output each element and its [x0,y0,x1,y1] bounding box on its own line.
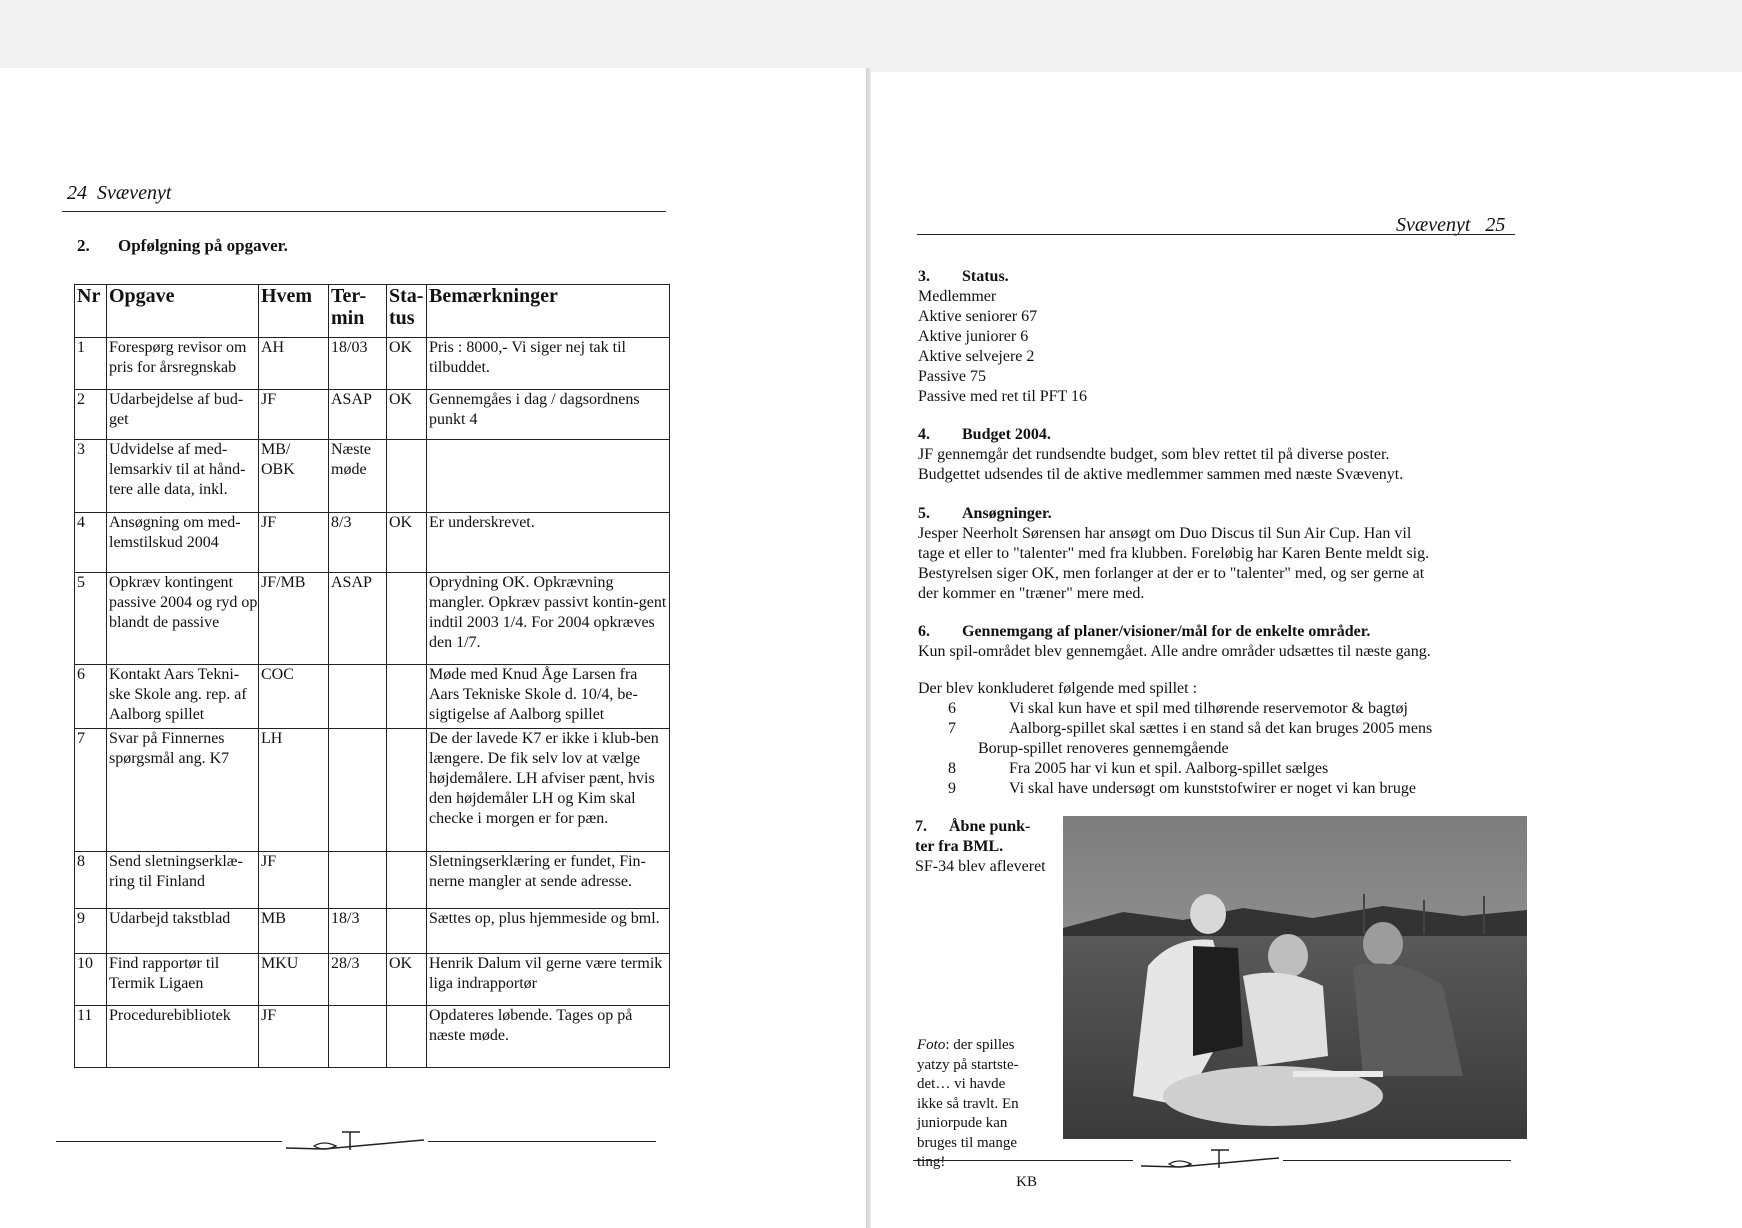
section-3-heading [918,267,1087,287]
cell-termin: 18/3 [329,909,387,954]
col-header-opgave: Opgave [107,285,259,338]
cell-hvem: JF [259,513,329,573]
status-line: Aktive selvejere 2 [918,348,1035,365]
cell-bemaerkninger: Oprydning OK. Opkrævning mangler. Opkræv passivt kontin-gent indtil 2003 1/4. For 2004 opkræves den 1/7. [427,573,670,665]
glider-icon [284,1128,426,1158]
paragraph-line: Bestyrelsen siger OK, men forlanger at der er to "talenter" med, og ser gerne at [918,565,1425,582]
task-table [74,284,670,1068]
section-5 [918,504,1429,604]
cell-termin [329,729,387,852]
cell-hvem: JF/MB [259,573,329,665]
cell-status: OK [387,954,427,1006]
table-row [75,338,670,390]
paragraph-line: Budgettet udsendes til de aktive medlemmer sammen med næste Svævenyt. [918,466,1404,483]
cell-nr: 4 [75,513,107,573]
right-page [871,72,1742,1228]
section-title: Åbne punk- [949,818,1031,835]
cell-opgave: Udarbejd takstblad [107,909,259,954]
col-header-status: Sta-tus [387,285,427,338]
list-text: Aalborg-spillet skal sættes i en stand så det kan bruges 2005 mens [1009,720,1433,737]
cell-termin: 8/3 [329,513,387,573]
cell-bemaerkninger: Er underskrevet. [427,513,670,573]
cell-status [387,573,427,665]
section-title: Gennemgang af planer/visioner/mål for de enkelte områder. [962,623,1371,640]
table-row [75,729,670,852]
cell-hvem: COC [259,665,329,729]
right-page-number: 25 [1485,214,1506,236]
footer-rule-left [913,1160,1133,1161]
caption-line: ting! [917,1154,946,1170]
list-number: 8 [948,760,956,777]
footer-rule-right [1283,1160,1511,1161]
table-row [75,665,670,729]
caption-line: ikke så travlt. En [917,1095,1019,1112]
cell-termin: 18/03 [329,338,387,390]
cell-termin [329,852,387,909]
list-item-continuation [918,739,1478,759]
col-header-hvem: Hvem [259,285,329,338]
paragraph-line: Jesper Neerholt Sørensen har ansøgt om Duo Discus til Sun Air Cup. Han vil [918,525,1412,542]
status-line: Passive med ret til PFT 16 [918,388,1088,405]
section-title-line-2: ter fra BML. [915,838,1004,855]
cell-status [387,852,427,909]
paragraph-line: JF gennemgår det rundsendte budget, som blev rettet til på diverse poster. [918,446,1390,463]
cell-bemaerkninger: Henrik Dalum vil gerne være termik liga indrapportør [427,954,670,1006]
cell-status [387,440,427,513]
list-text: Borup-spillet renoveres gennemgående [978,740,1229,757]
cell-nr: 3 [75,440,107,513]
section-number: 6. [918,623,930,640]
cell-bemaerkninger: Sættes op, plus hjemmeside og bml. [427,909,670,954]
cell-hvem: JF [259,852,329,909]
cell-hvem: JF [259,1006,329,1068]
paragraph-line: SF-34 blev afleveret [915,858,1046,875]
caption-line: bruges til mange [917,1134,1017,1151]
cell-nr: 2 [75,390,107,440]
section-title: Opfølgning på opgaver. [118,236,288,255]
cell-nr: 1 [75,338,107,390]
section-4 [918,425,1403,485]
glider-icon [1139,1146,1281,1176]
cell-status [387,909,427,954]
paragraph-line: der kommer en "træner" mere med. [918,585,1145,602]
section-title: Ansøgninger. [962,505,1052,522]
cell-bemaerkninger: De der lavede K7 er ikke i klub-ben længere. De fik selv lov at vælge højdemålere. LH afviser pænt, hvis den højdemåler LH og Kim skal checke i morgen er for pæn. [427,729,670,852]
caption-line: : der spilles [945,1037,1015,1053]
table-row [75,513,670,573]
cell-hvem: MB/ OBK [259,440,329,513]
cell-nr: 11 [75,1006,107,1068]
caption-line: juniorpude kan [917,1115,1008,1131]
footer-rule-left [56,1141,282,1142]
list-item [918,779,1478,799]
cell-bemaerkninger: Opdateres løbende. Tages op på næste møde. [427,1006,670,1068]
cell-opgave: Forespørg revisor om pris for årsregnskab [107,338,259,390]
table-row [75,440,670,513]
section-number: 5. [918,505,930,522]
section-6 [918,622,1431,662]
cell-termin: 28/3 [329,954,387,1006]
cell-opgave: Udarbejdelse af bud-get [107,390,259,440]
section-4-heading [918,425,1403,445]
col-header-bemaerkninger: Bemærkninger [427,285,670,338]
table-row [75,1006,670,1068]
table-row [75,852,670,909]
cell-status: OK [387,390,427,440]
left-page [0,68,866,1228]
cell-opgave: Ansøgning om med-lemstilskud 2004 [107,513,259,573]
cell-nr: 9 [75,909,107,954]
right-header-title: Svævenyt [1396,214,1471,236]
cell-status [387,1006,427,1068]
section-number: 4. [918,426,930,443]
section-6-heading [918,622,1431,642]
cell-status [387,665,427,729]
col-header-nr: Nr [75,285,107,338]
list-text: Vi skal kun have et spil med tilhørende reservemotor & bagtøj [1009,700,1408,717]
header-rule [917,234,1515,235]
list-item [918,719,1478,739]
left-header-title: Svævenyt [97,182,172,204]
cell-hvem: JF [259,390,329,440]
list-number: 7 [948,720,956,737]
paragraph-line: tage et eller to "talenter" med fra klubben. Foreløbig har Karen Bente meldt sig. [918,545,1430,562]
list-number: 6 [948,700,956,717]
conclusion-intro: Der blev konkluderet følgende med spillet : [918,680,1198,697]
section-5-heading [918,504,1429,524]
cell-nr: 8 [75,852,107,909]
section-number: 7. [915,818,927,835]
table-row [75,390,670,440]
paragraph-line: Kun spil-området blev gennemgået. Alle andre områder udsættes til næste gang. [918,643,1431,660]
col-header-termin: Ter-min [329,285,387,338]
cell-status: OK [387,338,427,390]
section-number: 2. [77,236,90,255]
cell-nr: 7 [75,729,107,852]
status-line: Aktive seniorer 67 [918,308,1038,325]
group-photo [1063,816,1527,1139]
cell-termin [329,665,387,729]
cell-opgave: Find rapportør til Termik Ligaen [107,954,259,1006]
cell-bemaerkninger: Gennemgåes i dag / dagsordnens punkt 4 [427,390,670,440]
cell-bemaerkninger: Pris : 8000,- Vi siger nej tak til tilbuddet. [427,338,670,390]
header-rule [62,211,666,212]
cell-hvem: MKU [259,954,329,1006]
cell-termin: ASAP [329,573,387,665]
table-row [75,909,670,954]
section-number: 3. [918,268,930,285]
cell-nr: 5 [75,573,107,665]
cell-opgave: Udvidelse af med-lemsarkiv til at hånd-tere alle data, inkl. [107,440,259,513]
status-line: Medlemmer [918,288,997,305]
cell-hvem: MB [259,909,329,954]
cell-termin: Næste møde [329,440,387,513]
footer-rule-right [428,1141,656,1142]
cell-nr: 10 [75,954,107,1006]
caption-label: Foto [917,1037,946,1053]
cell-opgave: Procedurebibliotek [107,1006,259,1068]
section-title: Status. [962,268,1009,285]
conclusion-block [918,679,1478,799]
table-row [75,954,670,1006]
left-page-number: 24 [67,182,87,204]
cell-bemaerkninger: Sletningserklæring er fundet, Fin-nerne mangler at sende adresse. [427,852,670,909]
cell-termin [329,1006,387,1068]
cell-termin: ASAP [329,390,387,440]
section-3 [918,267,1087,407]
cell-hvem: AH [259,338,329,390]
caption-line: det… vi havde [917,1076,1006,1092]
left-page-header [67,182,171,205]
cell-bemaerkninger [427,440,670,513]
table-header-row [75,285,670,338]
section-7 [915,817,1046,877]
cell-bemaerkninger: Møde med Knud Åge Larsen fra Aars Tekniske Skole d. 10/4, be-sigtigelse af Aalborg spillet [427,665,670,729]
photo-caption [917,1036,1057,1192]
cell-status [387,729,427,852]
photo-credit: KB [1016,1173,1037,1190]
list-item [918,759,1478,779]
status-line: Aktive juniorer 6 [918,328,1029,345]
section-title: Budget 2004. [962,426,1051,443]
cell-opgave: Kontakt Aars Tekni-ske Skole ang. rep. af Aalborg spillet [107,665,259,729]
list-number: 9 [948,780,956,797]
list-item [918,699,1478,719]
cell-opgave: Opkræv kontingent passive 2004 og ryd op blandt de passive [107,573,259,665]
status-line: Passive 75 [918,368,986,385]
list-text: Vi skal have undersøgt om kunststofwirer er noget vi kan bruge [1009,780,1416,797]
caption-line: yatzy på startste- [917,1056,1019,1073]
cell-opgave: Svar på Finnernes spørgsmål ang. K7 [107,729,259,852]
list-text: Fra 2005 har vi kun et spil. Aalborg-spillet sælges [1009,760,1329,777]
cell-hvem: LH [259,729,329,852]
table-row [75,573,670,665]
cell-opgave: Send sletningserklæ-ring til Finland [107,852,259,909]
cell-nr: 6 [75,665,107,729]
section-2-heading [77,236,288,256]
section-7-heading [915,817,1046,837]
cell-status: OK [387,513,427,573]
